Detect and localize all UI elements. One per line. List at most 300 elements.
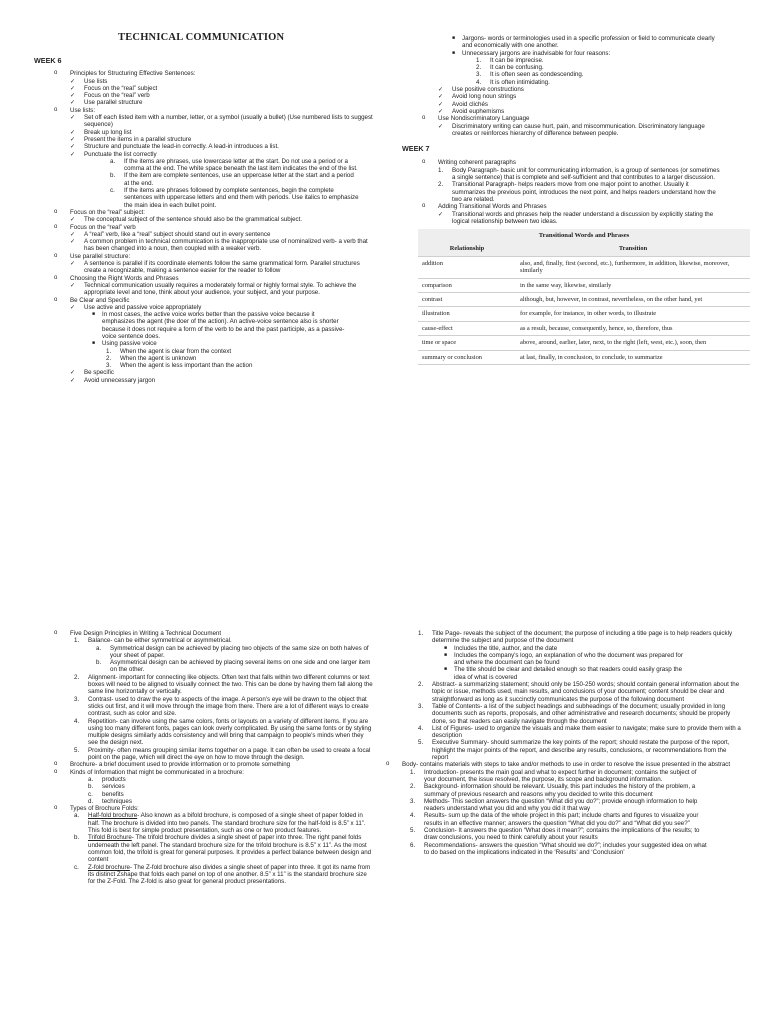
circle-bullet-icon: o bbox=[386, 761, 390, 768]
checkmark-icon: ✓ bbox=[70, 230, 76, 238]
table-header-cell: Relationship bbox=[418, 242, 516, 256]
table-cell-relationship: addition bbox=[418, 256, 516, 278]
fold-name: Z-fold brochure bbox=[88, 863, 130, 871]
numbered-item bbox=[438, 181, 723, 203]
week7-heading: WEEK 7 bbox=[402, 144, 430, 154]
checklist-text: A common problem in technical communication is the inappropriate use of nominalized verb- a verb that has been changed into a noun, then coupled with a weaker verb. bbox=[84, 238, 368, 253]
table-cell-transition: at last, finally, in conclusion, to conclude, to summarize bbox=[516, 350, 750, 364]
jargon-reasons-list bbox=[476, 57, 742, 86]
principles-heading: Principles for Structuring Effective Sentences: bbox=[70, 70, 196, 78]
table-header-row bbox=[418, 242, 750, 256]
numbered-item bbox=[476, 64, 742, 71]
item-number: 5. bbox=[410, 827, 416, 835]
body-heading: Body- contains materials with steps to take and/or methods to use in order to resolve the issue presented in the abstract bbox=[402, 761, 731, 769]
subject-heading: Focus on the “real” subject: bbox=[70, 208, 145, 216]
item-number: 3. bbox=[74, 695, 80, 703]
numbered-item bbox=[438, 167, 723, 182]
item-text: Alignment- important for connecting like objects. Often text that falls within two different columns or text boxes will need to be aligned to visually connect the two. This can be done by having them fall along the same line horizontally or vertically. bbox=[88, 673, 373, 696]
circle-bullet-icon: o bbox=[54, 252, 58, 259]
lettered-item bbox=[88, 783, 374, 790]
checkmark-icon: ✓ bbox=[70, 150, 76, 158]
checklist-item bbox=[70, 85, 374, 92]
verb-list bbox=[70, 231, 374, 253]
item-number: 3. bbox=[476, 71, 482, 79]
nondisc-heading: Use Nondiscriminatory Language bbox=[438, 115, 530, 123]
checkmark-icon: ✓ bbox=[70, 376, 76, 384]
nondisc-item bbox=[402, 115, 742, 137]
item-text: Balance- can be either symmetrical or asymmetrical. bbox=[88, 637, 232, 645]
checklist-item bbox=[70, 151, 374, 158]
item-text: If the item are complete sentences, use an uppercase letter at the start and a period at the end. bbox=[124, 172, 354, 187]
checkmark-icon: ✓ bbox=[438, 100, 444, 108]
lettered-item bbox=[110, 172, 360, 187]
checklist-text: The conceptual subject of the sentence should also be the grammatical subject. bbox=[84, 216, 303, 224]
table-cell-transition: in the same way, likewise, similarly bbox=[516, 278, 750, 292]
circle-bullet-icon: o bbox=[422, 159, 426, 166]
numbered-item bbox=[74, 637, 374, 673]
circle-bullet-icon: o bbox=[54, 223, 58, 230]
item-text: techniques bbox=[102, 797, 132, 805]
item-text: Transitional Paragraph- helps readers move from one major point to another. Usually it summarizes the previous point, introduces the next point, and helps readers understand how the two are related. bbox=[452, 181, 716, 203]
item-letter: a. bbox=[74, 812, 80, 820]
item-number: 5. bbox=[418, 739, 424, 747]
checklist-text: A “real” verb, like a “real” subject should stand out in every sentence bbox=[84, 230, 271, 238]
item-text: Title Page- reveals the subject of the document; the purpose of including a title page is to help readers quickly determine the subject and purpose of the document bbox=[432, 630, 733, 645]
item-text: Conclusion- It answers the question “What does it mean?”; contains the implications of the results; to draw conclusions, you need to think carefully about your results bbox=[424, 827, 700, 842]
table-cell-relationship: cause-effect bbox=[418, 321, 516, 335]
item-text: It can be confusing. bbox=[490, 64, 544, 72]
checklist-text: Avoid clichés bbox=[452, 100, 488, 108]
item-number: 4. bbox=[74, 717, 80, 725]
item-letter: a. bbox=[88, 775, 94, 783]
verb-item bbox=[34, 224, 374, 253]
uselists-list bbox=[70, 114, 374, 158]
voice-sublist bbox=[92, 311, 347, 347]
numbered-item bbox=[410, 812, 710, 827]
checklist-text: Use lists bbox=[84, 77, 108, 85]
table-header-cell: Transition bbox=[516, 242, 750, 256]
clear-item bbox=[34, 297, 374, 385]
kinds-heading: Kinds of Information that might be communicated in a brochure: bbox=[70, 768, 245, 776]
subject-list bbox=[70, 216, 374, 223]
item-number: 2. bbox=[476, 64, 482, 72]
adding-heading: Adding Transitional Words and Phrases bbox=[438, 203, 547, 211]
kinds-list bbox=[88, 776, 374, 805]
square-bullet-icon: ■ bbox=[92, 340, 96, 347]
words-heading: Choosing the Right Words and Phrases bbox=[70, 274, 179, 282]
item-text: Asymmetrical design can be achieved by placing several items on one side and one larger item on the other. bbox=[110, 659, 371, 674]
item-text: Results- sum up the data of the whole project in this part; include charts and figures to visualize your results in an effective manner; answers the question “What did you do?” and “What did you see?” bbox=[424, 812, 699, 827]
table-caption: Transitional Words and Phrases bbox=[418, 229, 750, 242]
item-text: services bbox=[102, 783, 125, 791]
item-number: 3. bbox=[418, 702, 424, 710]
lettered-item bbox=[88, 776, 374, 783]
coherent-item bbox=[402, 159, 742, 203]
checklist-item bbox=[70, 377, 374, 384]
checklist-text: Be specific bbox=[84, 369, 114, 377]
table-cell-transition: although, but, however, in contrast, nevertheless, on the other hand, yet bbox=[516, 293, 750, 307]
checklist-item bbox=[70, 282, 374, 297]
item-letter: c. bbox=[88, 790, 93, 798]
item-text: It is often seen as condescending. bbox=[490, 71, 584, 79]
item-letter: b. bbox=[88, 783, 94, 791]
item-number: 4. bbox=[476, 78, 482, 86]
square-bullet-item bbox=[444, 652, 694, 667]
checklist-item bbox=[70, 78, 374, 85]
square-bullet-icon: ■ bbox=[444, 666, 448, 673]
item-number: 1. bbox=[410, 768, 416, 776]
words-list bbox=[70, 282, 374, 297]
numbered-item bbox=[418, 630, 743, 681]
item-text: benefits bbox=[102, 790, 124, 798]
checklist-item bbox=[70, 260, 374, 275]
checklist-text: Present the items in a parallel structure bbox=[84, 135, 192, 143]
circle-bullet-icon: o bbox=[54, 761, 58, 768]
checklist-item bbox=[70, 238, 374, 253]
lettered-item bbox=[74, 834, 374, 863]
brochure-definition: Brochure- a brief document used to provide information or to promote something bbox=[70, 761, 291, 769]
checklist-text: Set off each listed item with a number, letter, or a symbol (usually a bullet) (Use numbered lists to suggest sequence) bbox=[84, 114, 373, 129]
item-text: When the agent is clear from the context bbox=[120, 347, 232, 355]
table-cell-transition: above, around, earlier, later, next, to the right (left, west, etc.), soon, then bbox=[516, 336, 750, 350]
square-bullet-text: Using passive voice bbox=[102, 340, 157, 348]
item-letter: d. bbox=[88, 797, 94, 805]
item-text: Contrast- used to draw the eye to aspects of the image. A person's eye will be drawn to the object that sticks out first, and it will move through the image from there. There are a lot of different ways to create contrast, such as color and size. bbox=[88, 695, 369, 718]
table-cell-transition: for example, for instance, in other words, to illustrate bbox=[516, 307, 750, 321]
item-number: 2. bbox=[418, 681, 424, 689]
item-text: Recommendations- answers the question “What should we do?”; includes your suggested idea on what to do based on the implications indicated in the ‘Results’ and ‘Conclusion’ bbox=[424, 841, 707, 856]
report-sections bbox=[386, 630, 748, 856]
checklist-item: ✓ Use active and passive voice appropriately ■ In most cases, the active voice works better than the passive voice because it emphasizes the agent (the doer of the action). An active-voice sentence also is shorter because it does not require a form of the verb to be and the past participle, as a passive-voice sentence does. ■ Using passive voice 1. When the agent is clear from the context 2. When the agent is unknown 3. When the agent is less important than the action bbox=[70, 304, 374, 370]
square-bullet-item bbox=[444, 666, 694, 681]
table-row bbox=[418, 278, 750, 292]
numbered-item bbox=[476, 57, 742, 64]
checklist-item bbox=[70, 129, 374, 136]
circle-bullet-icon: o bbox=[54, 274, 58, 281]
item-number: 3. bbox=[410, 797, 416, 805]
checklist-text: Avoid long noun strings bbox=[452, 93, 517, 101]
item-number: 4. bbox=[410, 812, 416, 820]
square-bullet-item bbox=[452, 50, 722, 57]
checkmark-icon: ✓ bbox=[70, 99, 76, 107]
transitions-table bbox=[418, 242, 750, 365]
checkmark-icon: ✓ bbox=[70, 303, 76, 311]
checklist-text: Focus on the “real” subject bbox=[84, 84, 158, 92]
checklist-item bbox=[70, 136, 374, 143]
circle-bullet-icon: o bbox=[54, 768, 58, 775]
nondisc-list bbox=[438, 123, 718, 138]
numbered-item bbox=[106, 355, 374, 362]
table-row bbox=[418, 307, 750, 321]
table-cell-relationship: contrast bbox=[418, 293, 516, 307]
transitions-table-wrapper bbox=[418, 229, 750, 365]
checkmark-icon: ✓ bbox=[70, 92, 76, 100]
item-text: Repetition- can involve using the same colors, fonts or layouts on a variety of different items. If you are using too many different fonts, pages can look overly complicated. By using the same fonts or by styling multiple designs similarly adds consistency and will bring that campaign to people's minds when they see the design next. bbox=[88, 717, 372, 747]
item-letter: a. bbox=[110, 157, 116, 165]
checkmark-icon: ✓ bbox=[70, 135, 76, 143]
checklist-item bbox=[438, 93, 742, 100]
numbered-item bbox=[418, 703, 743, 725]
item-text: It can be imprecise. bbox=[490, 56, 544, 64]
checkmark-icon: ✓ bbox=[70, 216, 76, 224]
words-item bbox=[34, 275, 374, 297]
checkmark-icon: ✓ bbox=[70, 114, 76, 122]
item-letter: b. bbox=[74, 834, 80, 842]
uselists-item bbox=[34, 107, 374, 209]
item-text: When the agent is unknown bbox=[120, 354, 197, 362]
body-parts-list bbox=[410, 769, 710, 857]
lettered-item bbox=[88, 791, 374, 798]
checkmark-icon: ✓ bbox=[438, 93, 444, 101]
checklist-item bbox=[438, 211, 723, 226]
clear-list bbox=[70, 304, 374, 370]
coherent-numbered-list bbox=[438, 167, 723, 203]
checkmark-icon: ✓ bbox=[438, 210, 444, 218]
parallel-list bbox=[70, 260, 374, 275]
table-row bbox=[418, 256, 750, 278]
checkmark-icon: ✓ bbox=[438, 107, 444, 115]
table-row bbox=[418, 336, 750, 350]
table-row bbox=[418, 293, 750, 307]
numbered-item bbox=[418, 739, 743, 761]
item-text: - The trifold brochure divides a single sheet of paper into three. The right panel folds underneath the left panel. The standard brochure size for the trifold brochure is 8.5” x 11”. As the most common fold, the trifold is great for general purposes. It provides a perfect balance between design and content bbox=[88, 834, 372, 864]
checklist-item bbox=[70, 143, 374, 150]
parallel-item bbox=[34, 253, 374, 275]
lettered-item bbox=[110, 187, 360, 209]
five-principles-item bbox=[34, 630, 374, 761]
item-text: Abstract- a summarizing statement; should only be 150-250 words; should contain general information about the topic or issue, methods used, main results, and conclusions of your document; content should be clear and straightforward as long as it succinctly communicates the purpose of the following document bbox=[432, 681, 740, 703]
item-number: 3. bbox=[106, 362, 112, 370]
table-cell-relationship: illustration bbox=[418, 307, 516, 321]
checklist-text: Technical communication usually requires a moderately formal or highly formal style. To achieve the appropriate level and tone, think about your audience, your subject, and your purpose. bbox=[84, 281, 357, 297]
square-bullet-text: Includes the company's logo, an explanation of who the document was prepared for and where the document can be found bbox=[454, 651, 683, 667]
item-number: 1. bbox=[438, 166, 444, 174]
checkmark-icon: ✓ bbox=[70, 128, 76, 136]
item-letter: a. bbox=[96, 644, 102, 652]
clear-heading: Be Clear and Specific bbox=[70, 296, 130, 304]
numbered-item bbox=[410, 827, 710, 842]
lettered-item bbox=[74, 864, 374, 886]
checklist-text: Structure and punctuate the lead-in correctly. A lead-in introduces a list. bbox=[84, 143, 279, 151]
uselists-heading: Use lists: bbox=[70, 106, 96, 114]
item-letter: b. bbox=[96, 659, 102, 667]
square-bullet-icon: ■ bbox=[452, 49, 456, 56]
circle-bullet-icon: o bbox=[54, 296, 58, 303]
lettered-item bbox=[74, 812, 374, 834]
numbered-item bbox=[74, 674, 374, 696]
item-number: 2. bbox=[410, 783, 416, 791]
circle-bullet-icon: o bbox=[54, 208, 58, 215]
item-text: List of Figures- used to organize the visuals and make them easier to navigate; make sure to provide them with a description bbox=[432, 724, 741, 740]
checklist-text: Transitional words and phrases help the reader understand a discussion by explicitly stating the logical relationship between two ideas. bbox=[452, 210, 714, 225]
checklist-text: A sentence is parallel if its coordinate elements follow the same grammatical form. Parallel structures create a recognizable, making a sentence easier for the reader to follow bbox=[84, 260, 360, 275]
table-body bbox=[418, 256, 750, 364]
item-text: Background- information should be relevant. Usually, this part includes the history of the problem, a summary of previous research and reasons why you decided to write this document bbox=[424, 783, 696, 798]
item-text: If the items are phrases, use lowercase letter at the start. Do not use a period or a comma at the end. The white space beneath the last item indicates the end of the list. bbox=[124, 157, 358, 173]
item-number: 1. bbox=[476, 56, 482, 64]
square-bullet-item bbox=[92, 311, 347, 340]
checklist-item bbox=[70, 114, 374, 129]
checkmark-icon: ✓ bbox=[70, 77, 76, 85]
item-number: 2. bbox=[438, 181, 444, 189]
numbered-item bbox=[418, 725, 743, 740]
checklist-text: Avoid euphemisms bbox=[452, 107, 505, 115]
item-text: Body Paragraph- basic unit for communicating information, is a group of sentences (or sometimes a single sentence) that is complete and self-sufficient and that contributes to a larger discussion. bbox=[452, 166, 720, 182]
circle-bullet-icon: o bbox=[422, 203, 426, 210]
numbered-item bbox=[418, 681, 743, 703]
item-text: Table of Contents- a list of the subject headings and subheadings of the document; usually provided in long documents such as reports, proposals, and other administrative and research documents; should be properly done, so that readers can easily navigate through the document bbox=[432, 702, 731, 725]
item-text: Symmetrical design can be achieved by placing two objects of the same size on both halves of your sheet of paper. bbox=[110, 644, 369, 659]
item-text: - Also known as a bifold brochure, is composed of a single sheet of paper folded in half. The brochure is divided into two panels. The standard brochure size for the half-fold is 8.5” x 11”. This fold is best for simple product presentation, such as one or two product features. bbox=[88, 812, 366, 835]
circle-bullet-icon: o bbox=[54, 805, 58, 812]
square-bullet-icon: ■ bbox=[92, 311, 96, 318]
checklist-item bbox=[70, 99, 374, 106]
jargon-sublist bbox=[452, 35, 722, 57]
numbered-item bbox=[410, 769, 710, 784]
item-text: Methods- This section answers the question “What did you do?”; provide enough information to help readers understand what you did and why you did it that way bbox=[424, 797, 698, 813]
principles-item bbox=[34, 70, 374, 106]
clear-list-2 bbox=[70, 369, 374, 384]
square-bullet-text: Unnecessary jargons are inadvisable for four reasons: bbox=[462, 49, 611, 57]
item-number: 5. bbox=[74, 746, 80, 754]
checklist-item bbox=[438, 108, 742, 115]
lettered-item bbox=[110, 158, 360, 173]
fold-name: Half-fold brochure bbox=[88, 812, 138, 820]
design-principles-list bbox=[74, 637, 374, 761]
folds-item bbox=[34, 805, 374, 885]
item-number: 6. bbox=[410, 841, 416, 849]
balance-sublist bbox=[96, 645, 374, 674]
subject-item bbox=[34, 209, 374, 224]
item-number: 2. bbox=[106, 354, 112, 362]
coherent-heading: Writing coherent paragraphs bbox=[438, 159, 516, 167]
report-sections-list bbox=[418, 630, 743, 761]
checklist-item bbox=[70, 231, 374, 238]
circle-bullet-icon: o bbox=[54, 70, 58, 77]
style-tips-list bbox=[438, 86, 742, 115]
table-cell-relationship: comparison bbox=[418, 278, 516, 292]
checklist-text: Focus on the “real” verb bbox=[84, 92, 150, 100]
square-bullet-text: Jargons- words or terminologies used in a specific profession or field to communicate clearly and economically with one another. bbox=[462, 35, 715, 50]
five-principles-heading: Five Design Principles in Writing a Technical Document bbox=[70, 630, 222, 637]
table-row bbox=[418, 321, 750, 335]
item-number: 1. bbox=[74, 637, 80, 645]
table-cell-transition: also, and, finally, first (second, etc.), furthermore, in addition, likewise, moreover, similarly bbox=[516, 256, 750, 278]
circle-bullet-icon: o bbox=[422, 115, 426, 122]
table-row bbox=[418, 350, 750, 364]
numbered-item bbox=[410, 783, 710, 798]
item-letter: c. bbox=[110, 187, 115, 195]
item-text: When the agent is less important than the action bbox=[120, 362, 253, 370]
item-letter: b. bbox=[110, 172, 116, 180]
checkmark-icon: ✓ bbox=[438, 122, 444, 130]
checkmark-icon: ✓ bbox=[70, 143, 76, 151]
checklist-item bbox=[438, 123, 718, 138]
week6-heading: WEEK 6 bbox=[34, 56, 62, 65]
item-number: 4. bbox=[418, 724, 424, 732]
design-section bbox=[34, 630, 374, 885]
checkmark-icon: ✓ bbox=[70, 281, 76, 289]
item-text: - The Z-fold brochure also divides a single sheet of paper into three. It got its name from its distinct Zshape that folds each panel on top of one another. 8.5” x 11” is the standard brochure size for the Z-Fold. The Z-fold is also great for general product presentations. bbox=[88, 863, 371, 886]
checklist-text: Break up long list bbox=[84, 128, 132, 136]
square-bullet-text: Includes the title, author, and the date bbox=[454, 644, 558, 652]
checklist-text: Use positive constructions bbox=[452, 86, 524, 94]
folds-list bbox=[74, 812, 374, 885]
week6-section bbox=[34, 57, 374, 384]
top-right-column bbox=[402, 35, 742, 365]
verb-heading: Focus on the “real” verb bbox=[70, 223, 136, 231]
checklist-item bbox=[438, 101, 742, 108]
body-item bbox=[382, 761, 748, 856]
square-bullet-icon: ■ bbox=[444, 644, 448, 651]
checklist-item bbox=[438, 86, 742, 93]
item-text: It is often intimidating. bbox=[490, 78, 550, 86]
lettered-item bbox=[96, 659, 374, 674]
checklist-text: Punctuate the list correctly bbox=[84, 150, 157, 158]
checkmark-icon: ✓ bbox=[70, 238, 76, 246]
circle-bullet-icon: o bbox=[54, 630, 58, 636]
table-cell-relationship: time or space bbox=[418, 336, 516, 350]
adding-item bbox=[402, 203, 742, 225]
numbered-item bbox=[74, 718, 374, 747]
checklist-item bbox=[70, 216, 374, 223]
square-bullet-item bbox=[452, 35, 722, 50]
title-page-sublist bbox=[444, 645, 694, 681]
item-text: Executive Summary- should summarize the key points of the report; should restate the purpose of the report, highlight the major points of the report, and describe any results, conclusions, or recommendations from the report bbox=[432, 739, 730, 762]
adding-list bbox=[438, 211, 723, 226]
item-text: Introduction- presents the main goal and what to expect further in document; contains the subject of your document, the issue resolved, the purpose, its scope and background information. bbox=[424, 768, 697, 783]
square-bullet-text: In most cases, the active voice works better than the passive voice because it emphasizes the agent (the doer of the action). An active-voice sentence also is shorter because it does not require a form of the verb to be and the past participle, as a passive-voice sentence does. bbox=[102, 311, 345, 340]
item-letter: c. bbox=[74, 863, 79, 871]
numbered-item bbox=[476, 71, 742, 78]
checkmark-icon: ✓ bbox=[70, 369, 76, 377]
item-number: 2. bbox=[74, 673, 80, 681]
lettered-item bbox=[96, 645, 374, 660]
item-text: If the items are phrases followed by complete sentences, begin the complete sentences with uppercase letters and end them with periods. Use italics to emphasize the main idea in each bullet point. bbox=[124, 187, 359, 209]
square-bullet-text: The title should be clear and detailed enough so that readers could easily grasp the idea of what is covered bbox=[454, 666, 683, 681]
checkmark-icon: ✓ bbox=[70, 84, 76, 92]
table-cell-relationship: summary or conclusion bbox=[418, 350, 516, 364]
numbered-item bbox=[106, 348, 374, 355]
kinds-item bbox=[34, 769, 374, 805]
square-bullet-item bbox=[92, 340, 347, 347]
punctuation-sublist bbox=[110, 158, 360, 209]
square-bullet-icon: ■ bbox=[452, 35, 456, 41]
circle-bullet-icon: o bbox=[54, 106, 58, 113]
numbered-item bbox=[74, 696, 374, 718]
checkmark-icon: ✓ bbox=[438, 86, 444, 94]
square-bullet-item bbox=[444, 645, 694, 652]
checklist-text: Use parallel structure bbox=[84, 99, 143, 107]
numbered-item bbox=[410, 798, 710, 813]
numbered-item bbox=[106, 362, 374, 369]
checkmark-icon: ✓ bbox=[70, 260, 76, 268]
square-bullet-icon: ■ bbox=[444, 651, 448, 658]
table-cell-transition: as a result, because, consequently, hence, so, therefore, thus bbox=[516, 321, 750, 335]
folds-heading: Types of Brochure Folds: bbox=[70, 805, 139, 813]
numbered-item bbox=[74, 747, 374, 762]
item-text: products bbox=[102, 775, 126, 783]
item-number: 1. bbox=[106, 347, 112, 355]
numbered-item bbox=[410, 842, 710, 857]
fold-name: Trifold Brochure bbox=[88, 834, 132, 842]
checklist-item bbox=[70, 369, 374, 376]
lettered-item bbox=[88, 798, 374, 805]
checklist-item bbox=[70, 92, 374, 99]
item-text: Proximity- often means grouping similar items together on a page. It can often be used to create a focal point on the page, which will direct the eye on how to move through the design. bbox=[88, 746, 371, 762]
passive-numbered-list bbox=[106, 348, 374, 370]
numbered-item bbox=[476, 79, 742, 86]
